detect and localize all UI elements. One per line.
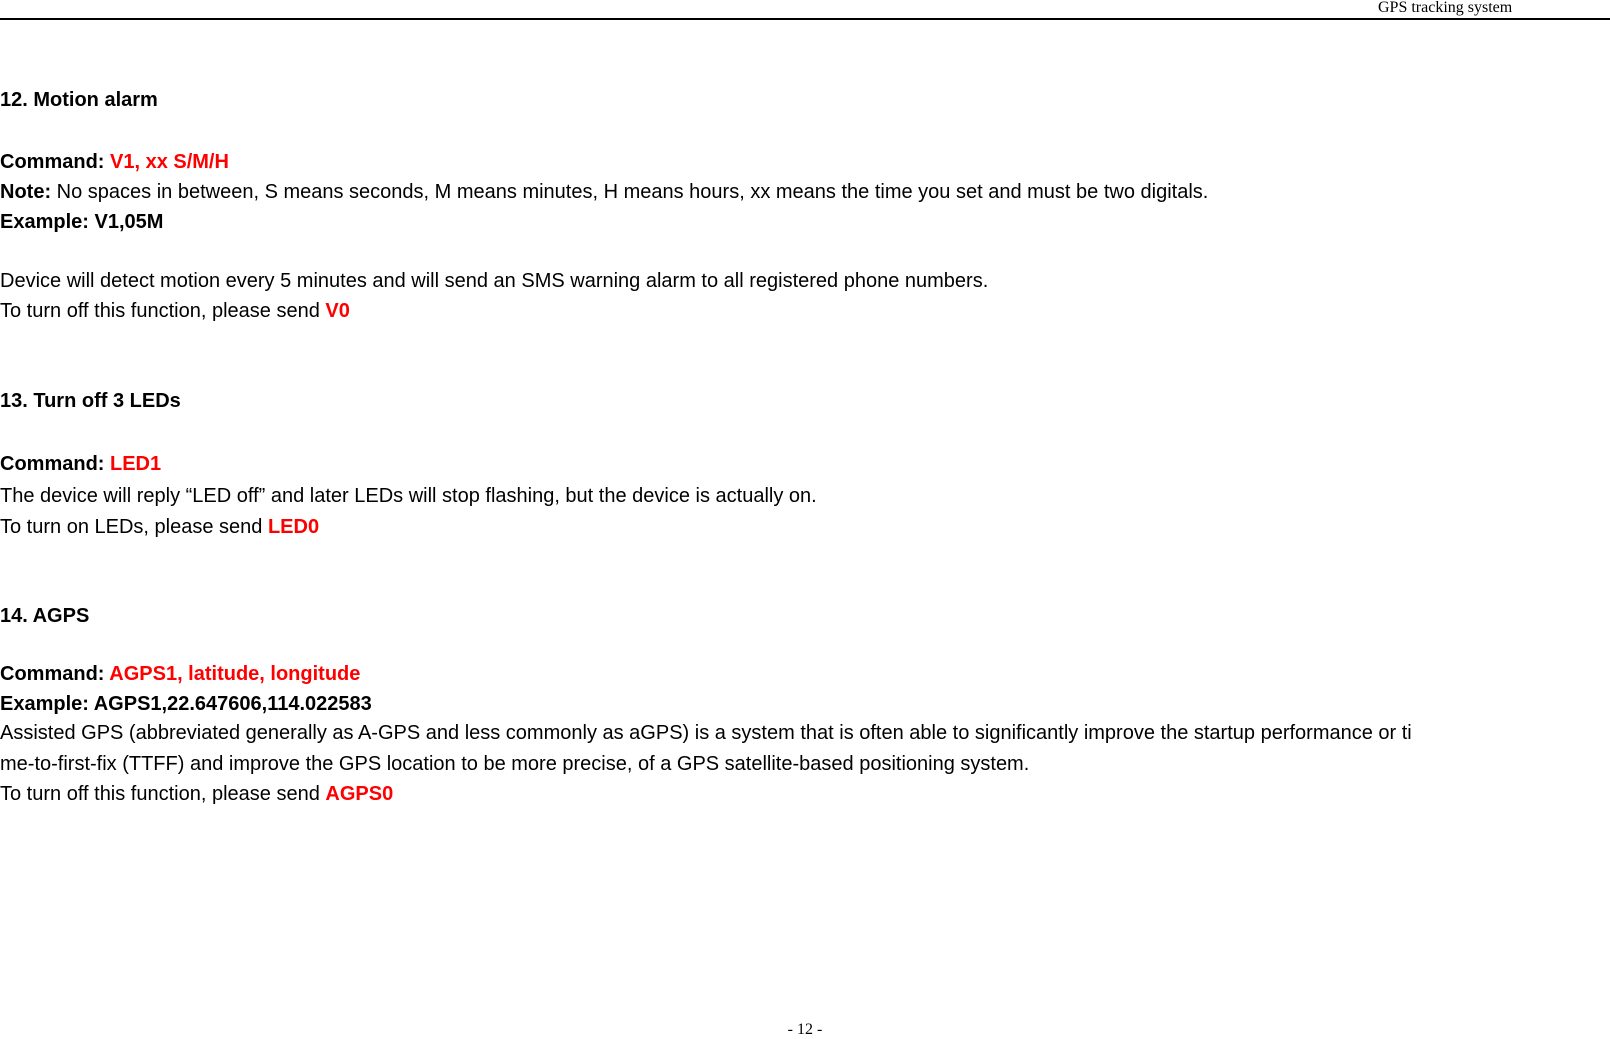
page-number: - 12 - <box>787 1021 823 1038</box>
section-12-heading: 12. Motion alarm <box>0 89 158 111</box>
header-divider <box>0 18 1610 20</box>
turn-off-command: V0 <box>325 300 350 322</box>
section-12-example: Example: V1,05M <box>0 211 164 233</box>
section-12-turn-off-line <box>0 298 350 324</box>
command-value: AGPS1, latitude, longitude <box>109 663 361 685</box>
section-12-description: Device will detect motion every 5 minutes and will send an SMS warning alarm to all registered phone numbers. <box>0 270 989 292</box>
section-14-turn-off-line <box>0 781 393 807</box>
section-12-note-line <box>0 179 1208 205</box>
command-label: Command: <box>0 453 110 475</box>
command-value: LED1 <box>110 453 162 475</box>
command-label: Command: <box>0 151 110 173</box>
section-13-description: The device will reply “LED off” and later LEDs will stop flashing, but the device is actually on. <box>0 485 817 507</box>
section-14-heading: 14. AGPS <box>0 605 90 627</box>
turn-off-command: AGPS0 <box>325 783 394 805</box>
turn-on-command: LED0 <box>267 516 320 538</box>
section-13-command-line <box>0 451 161 477</box>
turn-off-text: To turn off this function, please send <box>0 783 326 805</box>
note-text: No spaces in between, S means seconds, M means minutes, H means hours, xx means the time you set and must be two digitals. <box>51 181 1209 203</box>
section-12-command-line <box>0 149 229 175</box>
command-label: Command: <box>0 663 110 685</box>
section-14-example: Example: AGPS1,22.647606,114.022583 <box>0 693 372 715</box>
document-header-title: GPS tracking system <box>1378 0 1513 16</box>
section-14-description-line-2: me-to-first-fix (TTFF) and improve the GPS location to be more precise, of a GPS satellite-based positioning system. <box>0 753 1030 775</box>
command-value: V1, xx S/M/H <box>110 151 229 173</box>
section-13-heading: 13. Turn off 3 LEDs <box>0 390 181 412</box>
note-label: Note: <box>0 181 52 203</box>
section-14-description-line-1: Assisted GPS (abbreviated generally as A-GPS and less commonly as aGPS) is a system that is often able to significantly improve the startup performance or ti <box>0 722 1412 744</box>
turn-off-text: To turn off this function, please send <box>0 300 326 322</box>
turn-on-text: To turn on LEDs, please send <box>0 516 268 538</box>
section-13-turn-on-line <box>0 514 319 540</box>
section-14-command-line <box>0 661 360 687</box>
